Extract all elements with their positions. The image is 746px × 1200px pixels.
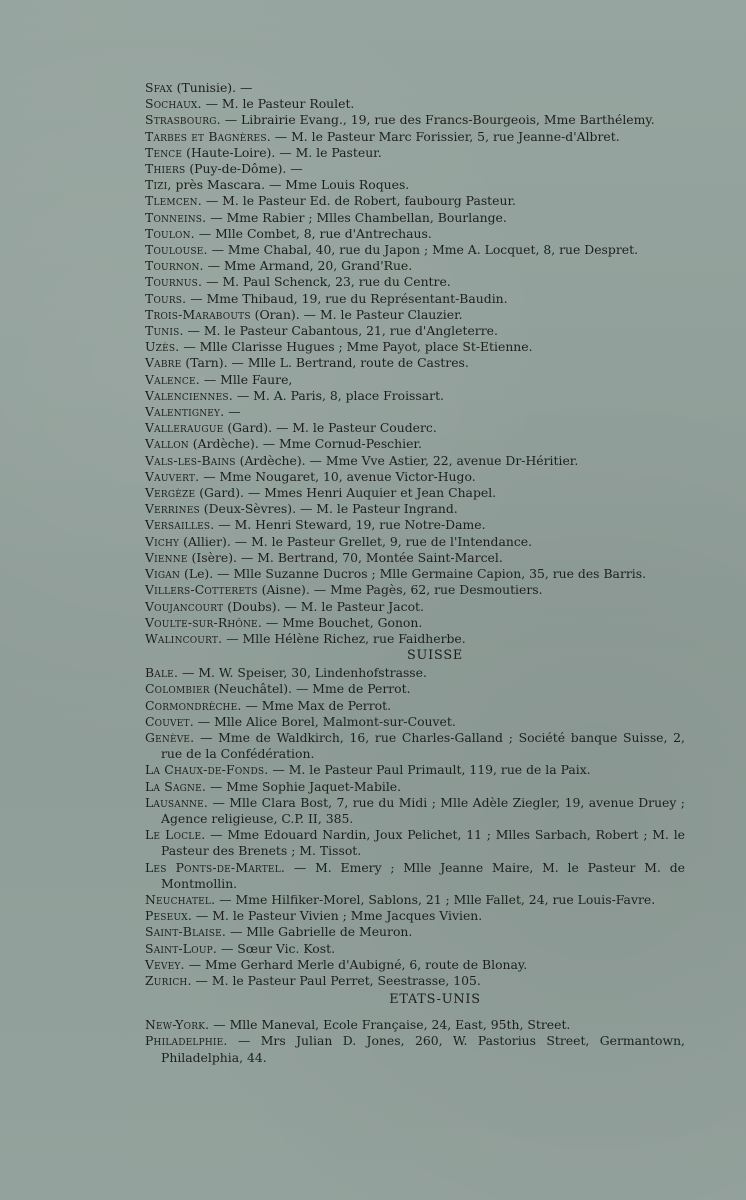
entry-detail: — Mrs Julian D. Jones, 260, W. Pastorius Street, Germantown, Philadelphia, 44. [161, 1033, 685, 1065]
directory-entry [145, 404, 685, 420]
place-name: Genève. [145, 729, 195, 745]
directory-entry [145, 681, 685, 697]
place-name: Voujancourt [145, 598, 224, 614]
entry-detail: — Mme de Waldkirch, 16, rue Charles-Galland ; Société banque Suisse, 2, rue de la Confédération. [161, 729, 685, 762]
directory-entry [145, 388, 685, 404]
directory-entry [145, 145, 685, 161]
entry-detail: — Mme Hilfiker-Morel, Sablons, 21 ; Mlle Fallet, 24, rue Louis-Favre. [215, 891, 656, 907]
entry-detail: (Aisne). — Mme Pagès, 62, rue Desmoutiers. [257, 582, 543, 598]
place-name: Vauvert. [145, 468, 200, 484]
section-heading: SUISSE [406, 648, 464, 664]
place-name: Colombier [145, 681, 210, 697]
place-name: Tarbes et Bagnères. [145, 128, 271, 144]
directory-entry [145, 291, 685, 307]
directory-entry [145, 307, 685, 323]
directory-entry [145, 631, 685, 647]
entry-detail: (Le). — Mlle Suzanne Ducros ; Mlle Germaine Capion, 35, rue des Barris. [180, 566, 647, 582]
place-name: La Sagne. [145, 778, 207, 794]
entry-detail: (Allier). — M. le Pasteur Grellet, 9, rue de l'Intendance. [179, 533, 533, 549]
place-name: Tunis. [145, 323, 184, 339]
place-name: Vienne [145, 549, 188, 565]
directory-entry [145, 1017, 685, 1033]
directory-entry [145, 714, 685, 730]
entry-detail: — M. le Pasteur Vivien ; Mme Jacques Vivien. [191, 908, 483, 924]
entry-detail: (Oran). — M. le Pasteur Clauzier. [250, 306, 463, 322]
entry-detail: (Isère). — M. Bertrand, 70, Montée Saint-Marcel. [187, 549, 503, 565]
directory-entry [145, 665, 685, 681]
directory-entry [145, 436, 685, 452]
entry-detail: — Mme Armand, 20, Grand'Rue. [203, 258, 413, 274]
directory-entry [145, 193, 685, 209]
entry-detail: — M. W. Speiser, 30, Lindenhofstrasse. [178, 665, 427, 681]
entry-detail: — Mlle Faure, [199, 371, 293, 387]
place-name: Le Locle. [145, 827, 206, 843]
entry-detail: près Mascara. — Mme Louis Roques. [171, 177, 410, 193]
place-name: Valence. [145, 371, 200, 387]
entry-detail: — Librairie Evang., 19, rue des Francs-Bourgeois, Mme Barthélemy. [220, 112, 655, 128]
place-name: Tournon. [145, 258, 204, 274]
place-name: Vals-les-Bains [145, 452, 236, 468]
directory-entry [145, 485, 685, 501]
entry-detail: — M. le Pasteur Marc Forissier, 5, rue Jeanne-d'Albret. [270, 128, 620, 144]
entry-detail: — Mme Max de Perrot. [241, 697, 392, 713]
place-name: Tours. [145, 290, 187, 306]
place-name: Valleraugue [145, 420, 224, 436]
entry-detail: (Doubs). — M. le Pasteur Jacot. [223, 598, 424, 614]
directory-entry [145, 795, 685, 827]
place-name: Bale. [145, 665, 179, 681]
place-name: Voulte-sur-Rhône. [145, 614, 262, 630]
entry-detail: (Tarn). — Mlle L. Bertrand, route de Castres. [181, 355, 469, 371]
directory-entry [145, 372, 685, 388]
directory-entry [145, 973, 685, 989]
entry-detail: — M. le Pasteur Paul Perret, Seestrasse, 105. [191, 972, 481, 988]
directory-entry [145, 453, 685, 469]
place-name: Sfax [145, 80, 173, 95]
place-name: Vergèze [145, 485, 196, 501]
place-name: Toulouse. [145, 242, 208, 258]
place-name: Vevey. [145, 956, 185, 972]
directory-entry [145, 339, 685, 355]
section-heading: ETATS-UNIS [389, 992, 481, 1008]
place-name: Trois-Marabouts [145, 306, 251, 322]
directory-entry [145, 274, 685, 290]
directory-entry [145, 924, 685, 940]
directory-entry [145, 698, 685, 714]
entry-detail: — Mlle Maneval, Ecole Française, 24, East, 95th, Street. [209, 1017, 571, 1033]
entry-detail: — M. le Pasteur Cabantous, 21, rue d'Angleterre. [183, 323, 498, 339]
directory-entry [145, 112, 685, 128]
directory-entry [145, 80, 685, 96]
place-name: Vichy [145, 533, 180, 549]
entry-detail: — M. le Pasteur Ed. de Robert, faubourg Pasteur. [201, 193, 516, 209]
directory-entry [145, 762, 685, 778]
entry-detail: (Neuchâtel). — Mme de Perrot. [209, 681, 411, 697]
entry-detail: — M. Henri Steward, 19, rue Notre-Dame. [214, 517, 486, 533]
entry-detail: — Mme Edouard Nardin, Joux Pelichet, 11 ; Mlles Sarbach, Robert ; M. le Pasteur des Brenets ; M. Tissot. [161, 827, 685, 859]
directory-entry [145, 1033, 685, 1065]
place-name: Versailles. [145, 517, 215, 533]
entry-detail: — Mlle Clara Bost, 7, rue du Midi ; Mlle Adèle Ziegler, 19, avenue Druey ; Agence religieuse, C.P. II, 385. [161, 794, 685, 826]
place-name: Vigan [145, 566, 181, 582]
directory-entry [145, 892, 685, 908]
directory-entry [145, 860, 685, 892]
entry-detail: — [224, 404, 241, 420]
directory-entry [145, 908, 685, 924]
entry-detail: — Mlle Clarisse Hugues ; Mme Payot, place St-Etienne. [179, 339, 533, 355]
directory-entry [145, 827, 685, 859]
directory-entry [145, 96, 685, 112]
entry-detail: (Gard). — Mmes Henri Auquier et Jean Chapel. [195, 485, 497, 501]
place-name: Couvet. [145, 713, 194, 729]
directory-entry [145, 129, 685, 145]
place-name: Tournus. [145, 274, 203, 290]
directory-entry [145, 957, 685, 973]
entry-detail: (Tunisie). — [172, 80, 253, 95]
place-name: La Chaux-de-Fonds. [145, 762, 269, 778]
place-name: Tonneins. [145, 209, 207, 225]
directory-entry [145, 730, 685, 762]
place-name: Strasbourg. [145, 112, 221, 128]
directory-entry [145, 582, 685, 598]
place-name: Uzès. [145, 339, 180, 355]
directory-entry [145, 355, 685, 371]
directory-list [145, 80, 685, 1066]
entry-detail: (Haute-Loire). — M. le Pasteur. [182, 144, 382, 160]
entry-detail: — Mme Rabier ; Mlles Chambellan, Bourlange. [206, 209, 507, 225]
entry-detail: — Mme Gerhard Merle d'Aubigné, 6, route de Blonay. [184, 956, 528, 972]
directory-entry [145, 550, 685, 566]
entry-detail: (Deux-Sèvres). — M. le Pasteur Ingrand. [199, 501, 458, 517]
entry-detail: — M. Emery ; Mlle Jeanne Maire, M. le Pasteur M. de Montmollin. [161, 859, 685, 891]
place-name: Les Ponts-de-Martel. [145, 859, 286, 875]
directory-entry [145, 323, 685, 339]
entry-detail: — Mlle Gabrielle de Meuron. [226, 924, 413, 940]
place-name: Villers-Cotterets [145, 582, 258, 598]
directory-entry [145, 242, 685, 258]
directory-entry [145, 161, 685, 177]
place-name: Toulon. [145, 225, 195, 241]
place-name: Verrines [145, 501, 200, 517]
entry-detail: — Mlle Combet, 8, rue d'Antrechaus. [194, 225, 432, 241]
place-name: Vallon [145, 436, 189, 452]
directory-entry [145, 226, 685, 242]
directory-entry [145, 501, 685, 517]
place-name: Peseux. [145, 908, 192, 924]
entry-detail: — M. A. Paris, 8, place Froissart. [232, 387, 444, 403]
entry-detail: — Mlle Alice Borel, Malmont-sur-Couvet. [193, 713, 456, 729]
place-name: Neuchatel. [145, 891, 216, 907]
entry-detail: — M. le Pasteur Paul Primault, 119, rue de la Paix. [268, 762, 591, 778]
directory-entry [145, 615, 685, 631]
entry-detail: — Mme Thibaud, 19, rue du Représentant-Baudin. [186, 290, 508, 306]
place-name: Vabre [145, 355, 182, 371]
place-name: Saint-Loup. [145, 940, 217, 956]
directory-entry [145, 258, 685, 274]
place-name: Thiers [145, 161, 186, 177]
place-name: Zurich. [145, 972, 192, 988]
directory-entry [145, 599, 685, 615]
entry-detail: — M. le Pasteur Roulet. [201, 96, 355, 112]
place-name: Tence [145, 144, 183, 160]
entry-detail: (Gard). — M. le Pasteur Couderc. [223, 420, 437, 436]
entry-detail: (Ardèche). — Mme Vve Astier, 22, avenue Dr-Héritier. [235, 452, 579, 468]
place-name: Tizi, [145, 177, 172, 193]
entry-detail: (Ardèche). — Mme Cornud-Peschier. [188, 436, 422, 452]
directory-entry [145, 177, 685, 193]
directory-entry [145, 210, 685, 226]
directory-entry [145, 420, 685, 436]
directory-entry [145, 779, 685, 795]
entry-detail: — Mme Nougaret, 10, avenue Victor-Hugo. [199, 468, 476, 484]
directory-entry [145, 566, 685, 582]
entry-detail: — Sœur Vic. Kost. [217, 940, 336, 956]
directory-entry [145, 534, 685, 550]
place-name: Valentigney. [145, 404, 225, 420]
entry-detail: — Mme Bouchet, Gonon. [261, 614, 423, 630]
entry-detail: (Puy-de-Dôme). — [185, 161, 303, 177]
entry-detail: — Mme Sophie Jaquet-Mabile. [206, 778, 402, 794]
place-name: Valenciennes. [145, 387, 233, 403]
place-name: Lausanne. [145, 794, 209, 810]
directory-entry [145, 941, 685, 957]
place-name: Cormondrèche. [145, 697, 242, 713]
directory-entry [145, 469, 685, 485]
place-name: Tlemcen. [145, 193, 202, 209]
directory-entry [145, 517, 685, 533]
place-name: Saint-Blaise. [145, 924, 227, 940]
entry-detail: — Mlle Hélène Richez, rue Faidherbe. [222, 630, 466, 646]
place-name: New-York. [145, 1017, 210, 1033]
entry-detail: — Mme Chabal, 40, rue du Japon ; Mme A. Locquet, 8, rue Despret. [207, 242, 639, 258]
place-name: Sochaux. [145, 96, 202, 112]
entry-detail: — M. Paul Schenck, 23, rue du Centre. [202, 274, 451, 290]
place-name: Philadelphie. [145, 1033, 228, 1049]
place-name: Walincourt. [145, 630, 223, 646]
